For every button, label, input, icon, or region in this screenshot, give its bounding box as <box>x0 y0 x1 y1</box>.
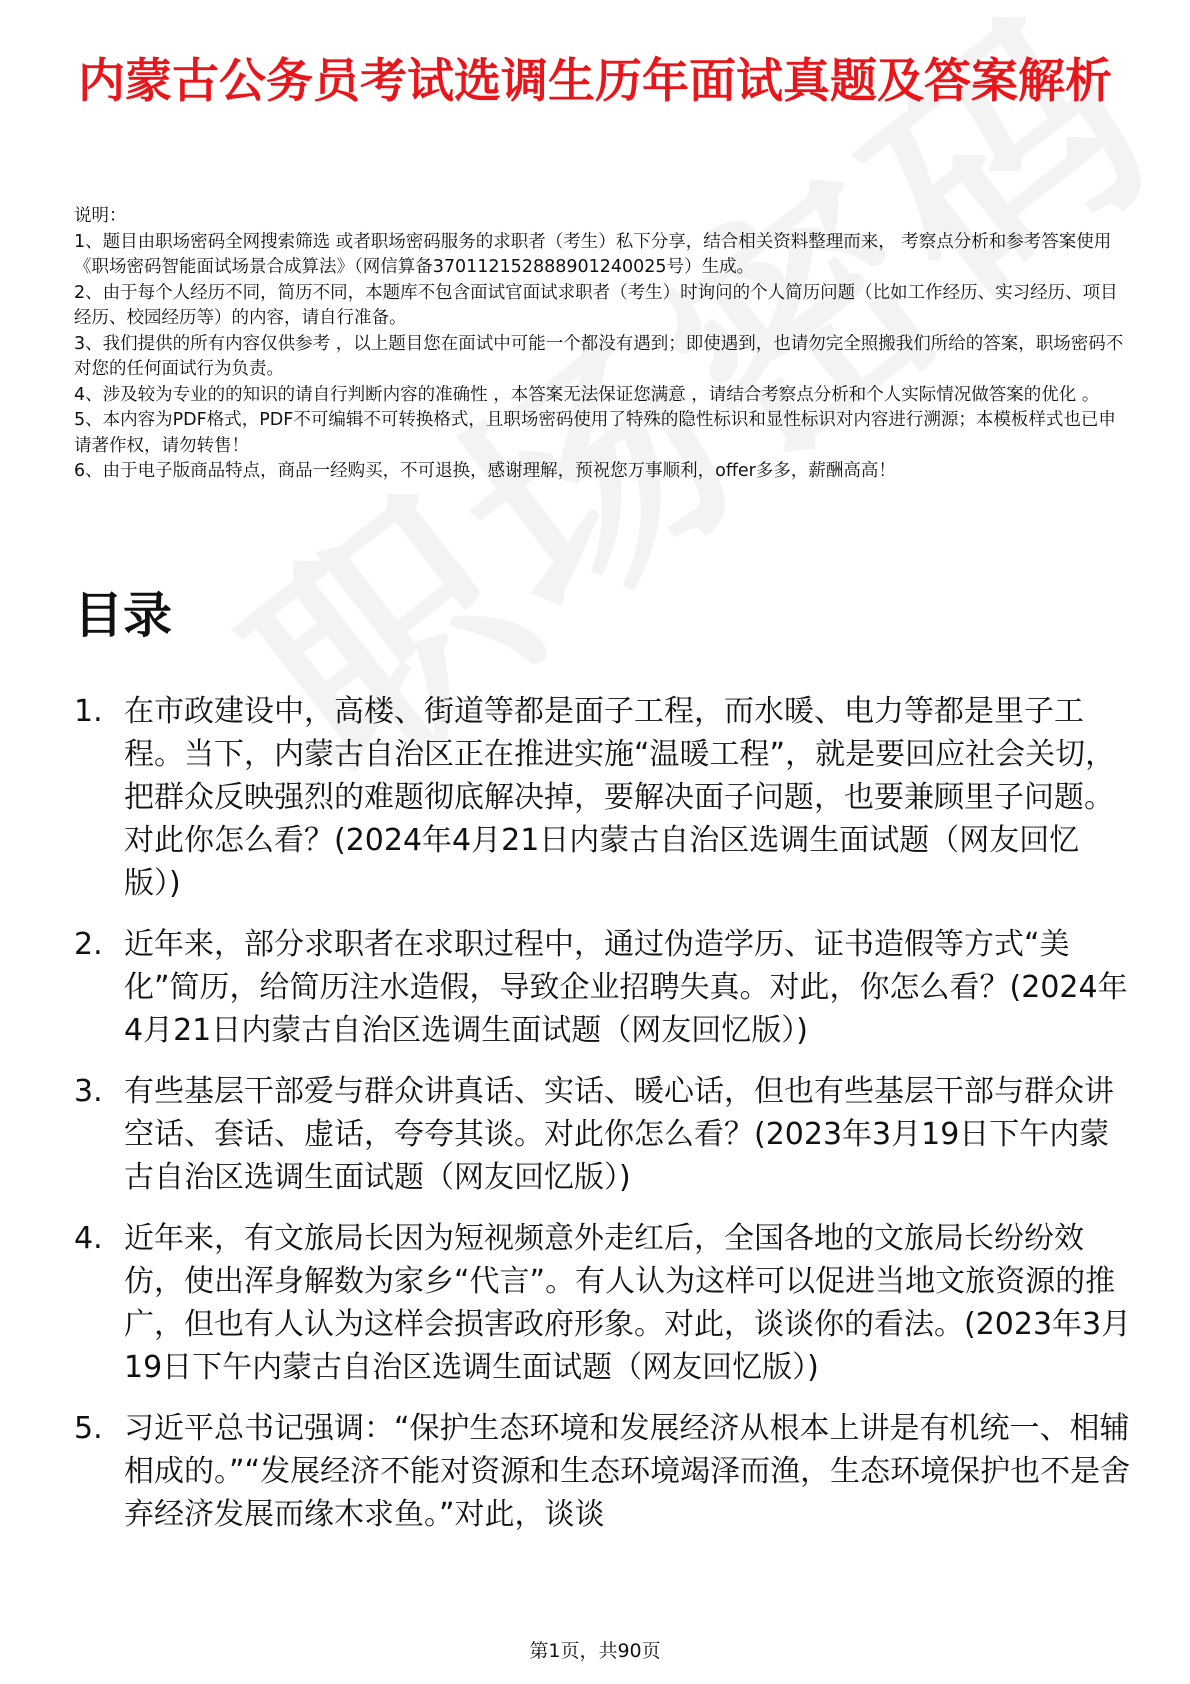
toc-item-number: 2. <box>74 927 103 962</box>
toc-item-text: 近年来，部分求职者在求职过程中，通过伪造学历、证书造假等方式“美化”简历，给简历注水造假，导致企业招聘失真。对此，你怎么看？(2024年4月21日内蒙古自治区选调生面试题（网友回忆版）) <box>124 927 1128 1048</box>
notes-line: 4、涉及较为专业的的知识的请自行判断内容的准确性 ，本答案无法保证您满意 ，请结合考察点分析和个人实际情况做答案的优化 。 <box>74 384 1100 405</box>
notes-line: 6、由于电子版商品特点，商品一经购买，不可退换，感谢理解，预祝您万事顺利，offer多多，薪酬高高！ <box>74 461 896 481</box>
toc-item-text: 近年来，有文旅局长因为短视频意外走红后，全国各地的文旅局长纷纷效仿，使出浑身解数为家乡“代言”。有人认为这样可以促进当地文旅资源的推广，但也有人认为这样会损害政府形象。对此，谈谈你的看法。(2023年3月19日下午内蒙古自治区选调生面试题（网友回忆版）) <box>124 1221 1132 1385</box>
toc-list <box>74 690 1134 1554</box>
toc-item-text: 习近平总书记强调：“保护生态环境和发展经济从根本上讲是有机统一、相辅相成的。”“发展经济不能对资源和生态环境竭泽而渔，生态环境保护也不是舍弃经济发展而缘木求鱼。”对此，谈谈 <box>124 1411 1131 1532</box>
notes-line: 说明： <box>74 206 127 226</box>
toc-item-text: 有些基层干部爱与群众讲真话、实话、暖心话，但也有些基层干部与群众讲空话、套话、虚话，夸夸其谈。对此你怎么看？(2023年3月19日下午内蒙古自治区选调生面试题（网友回忆版）) <box>124 1074 1114 1195</box>
toc-item[interactable] <box>74 1070 1134 1199</box>
toc-item-number: 4. <box>74 1221 103 1256</box>
toc-item[interactable] <box>74 1217 1134 1389</box>
notes-line: 3、我们提供的所有内容仅供参考 ，以上题目您在面试中可能一个都没有遇到；即使遇到，也请勿完全照搬我们所给的答案，职场密码不对您的任何面试行为负责。 <box>74 333 1124 379</box>
toc-heading: 目录 <box>74 587 173 644</box>
toc-item-text: 在市政建设中，高楼、街道等都是面子工程，而水暖、电力等都是里子工程。当下，内蒙古自治区正在推进实施“温暖工程”，就是要回应社会关切，把群众反映强烈的难题彻底解决掉，要解决面子问题，也要兼顾里子问题。对此你怎么看？(2024年4月21日内蒙古自治区选调生面试题（网友回忆版）) <box>124 694 1116 901</box>
toc-item-number: 5. <box>74 1411 103 1446</box>
notes-line: 5、本内容为PDF格式，PDF不可编辑不可转换格式，且职场密码使用了特殊的隐性标识和显性标识对内容进行溯源；本模板样式也已申请著作权，请勿转售！ <box>74 410 1116 456</box>
notes-line: 1、题目由职场密码全网搜索筛选 或者职场密码服务的求职者（考生）私下分享，结合相关资料整理而来， 考察点分析和参考答案使用《职场密码智能面试场景合成算法》（网信算备370112152888901240025号）生成。 <box>74 231 1112 277</box>
notes-line: 2、由于每个人经历不同，简历不同，本题库不包含面试官面试求职者（考生）时询问的个人简历问题（比如工作经历、实习经历、项目经历、校园经历等）的内容，请自行准备。 <box>74 282 1118 328</box>
toc-item-number: 3. <box>74 1074 103 1109</box>
notes-section <box>74 204 1124 485</box>
toc-item[interactable] <box>74 690 1134 905</box>
page-footer: 第1页，共90页 <box>529 1640 661 1662</box>
toc-item[interactable] <box>74 923 1134 1052</box>
toc-item[interactable] <box>74 1407 1134 1536</box>
document-title: 内蒙古公务员考试选调生历年面试真题及答案解析 <box>78 54 1112 109</box>
toc-item-number: 1. <box>74 694 103 729</box>
